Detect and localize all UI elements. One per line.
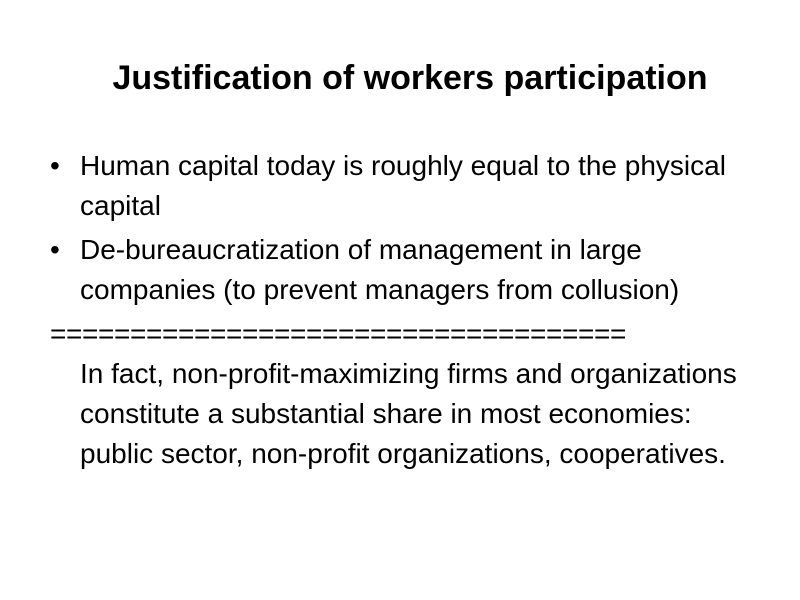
bullet-item bbox=[50, 230, 730, 310]
bullet-item bbox=[50, 146, 730, 226]
bullet-list bbox=[50, 146, 790, 310]
slide-title: Justification of workers participation bbox=[112, 59, 708, 97]
bullet-icon: • bbox=[50, 150, 60, 181]
bullet-text: Human capital today is roughly equal to the physical capital bbox=[80, 150, 726, 221]
separator-line: ==================================== bbox=[50, 318, 627, 349]
slide-body bbox=[50, 146, 790, 474]
bullet-text: De-bureaucratization of management in large companies (to prevent managers from collusion) bbox=[80, 234, 680, 305]
bullet-icon: • bbox=[50, 234, 60, 265]
note-paragraph: In fact, non-profit-maximizing firms and organizations constitute a substantial share in most economies: public sector, non-profit organizations, cooperatives. bbox=[80, 358, 737, 469]
